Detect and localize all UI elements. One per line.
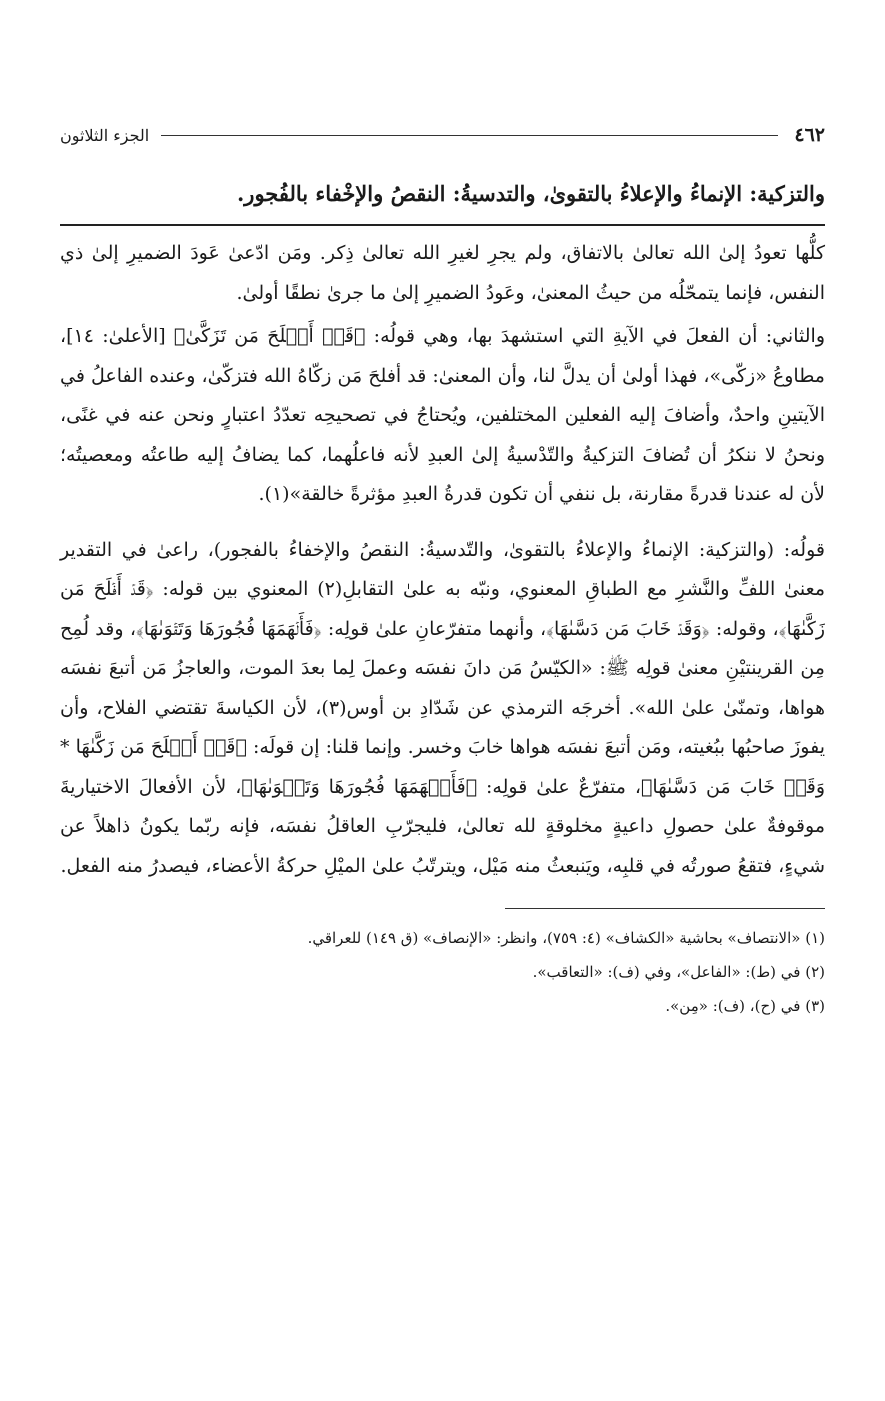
commentary-paragraph-3: قولُه: (والتزكية: الإنماءُ والإعلاءُ بالتقوىٰ، والتّدسيةُ: النقصُ والإخفاءُ بالفجور)، راعىٰ في التقدير معنىٰ اللفِّ والنَّشرِ مع الطباقِ المعنوي، ونبّه به علىٰ التقابلِ(٢) المعنوي بين قوله: ﴿قَدۡ أَفۡلَحَ مَن زَكَّىٰهَا﴾، وقوله: ﴿وَقَدۡ خَابَ مَن دَسَّىٰهَا﴾، وأنهما متفرّعانِ علىٰ قولِه: ﴿فَأَلۡهَمَهَا فُجُورَهَا وَتَقۡوَىٰهَا﴾، وقد لُمِح مِن القرينتيْنِ معنىٰ قولِه ﷺ: «الكيّسُ مَن دانَ نفسَه وعملَ لِما بعدَ الموت، والعاجزُ مَن أتبعَ نفسَه هواها، وتمنّىٰ علىٰ الله». أخرجَه الترمذي عن شَدّادِ بن أوس(٣)، لأن الكياسةَ تقتضي الفلاح، وأن يفوزَ صاحبُها ببُغيته، ومَن أتبعَ نفسَه هواها خابَ وخسر. وإنما قلنا: إن قولَه: ﴿قَدۡ أَفۡلَحَ مَن زَكَّىٰهَا * وَقَدۡ خَابَ مَن دَسَّىٰهَا﴾، متفرّعٌ علىٰ قولِه: ﴿فَأَلۡهَمَهَا فُجُورَهَا وَتَقۡوَىٰهَا﴾، لأن الأفعالَ الاختياريةَ موقوفةٌ علىٰ حصولِ داعيةٍ مخلوقةٍ لله تعالىٰ، فليجرّبِ العاقلُ نفسَه، فإنه ربّما يكونُ ذاهلاً عن شيءٍ، فتقعُ صورتُه في قلبِه، ويَنبعثُ منه مَيْل، ويترتّبُ علىٰ الميْلِ حركةُ الأعضاء، فيصدرُ منه الفعل. <box>60 538 826 877</box>
footnote-1: (١) «الانتصاف» بحاشية «الكشاف» (٤: ٧٥٩)، وانظر: «الإنصاف» (ق ١٤٩) للعراقي. <box>307 929 825 947</box>
footnote-divider <box>505 908 825 909</box>
commentary-paragraph-2: والثاني: أن الفعلَ في الآيةِ التي استشهدَ بها، وهي قولُه: ﴿قَدۡ أَفۡلَحَ مَن تَزَكَّىٰ﴾ [الأعلىٰ: ١٤]، مطاوعُ «زكّى»، فهذا أولىٰ أن يدلَّ لنا، وأن المعنىٰ: قد أفلحَ مَن زكّاهُ الله فتزكّىٰ، وعنده الفاعلُ في الآيتينِ واحدٌ، وأضافَ إليه الفعلين المختلفين، ويُحتاجُ في تصحيحِه تعدّدُ اعتبارٍ ونحن عنه في غنًى، ونحنُ لا ننكرُ أن تُضافَ التزكيةُ والتّدْسيةُ إلىٰ العبدِ لأنه فاعلُهما، كما يضافُ إليه طاعتُه ومعصيتُه؛ لأن له عندنا قدرةً مقارنة، بل ننفي أن تكون قدرةُ العبدِ مؤثرةً خالقة»(١). <box>60 325 825 505</box>
footnote-2: (٢) في (ط): «الفاعل»، وفي (ف): «التعاقب». <box>532 963 825 981</box>
matn-divider <box>60 224 825 226</box>
footnote-3: (٣) في (ح)، (ف): «مِن». <box>665 997 825 1015</box>
commentary-paragraph-1: كلُّها تعودُ إلىٰ الله تعالىٰ بالاتفاق، ولم يجرِ لغيرِ الله تعالىٰ ذِكر. ومَن ادّعىٰ عَودَ الضميرِ إلىٰ ذي النفس، فإنما يتمحّلُه من حيثُ المعنىٰ، وعَودُ الضميرِ إلىٰ ما جرىٰ نطقًا أولىٰ. <box>60 242 825 304</box>
quoted-matn-text: والتزكية: الإنماءُ والإعلاءُ بالتقوىٰ، والتدسيةُ: النقصُ والإخْفاء بالفُجور. <box>237 181 825 206</box>
page-header <box>60 118 825 152</box>
book-page <box>60 118 825 1361</box>
header-divider <box>161 135 778 136</box>
page-number: ٤٦٢ <box>794 124 825 146</box>
running-title: الجزء الثلاثون <box>60 125 150 145</box>
